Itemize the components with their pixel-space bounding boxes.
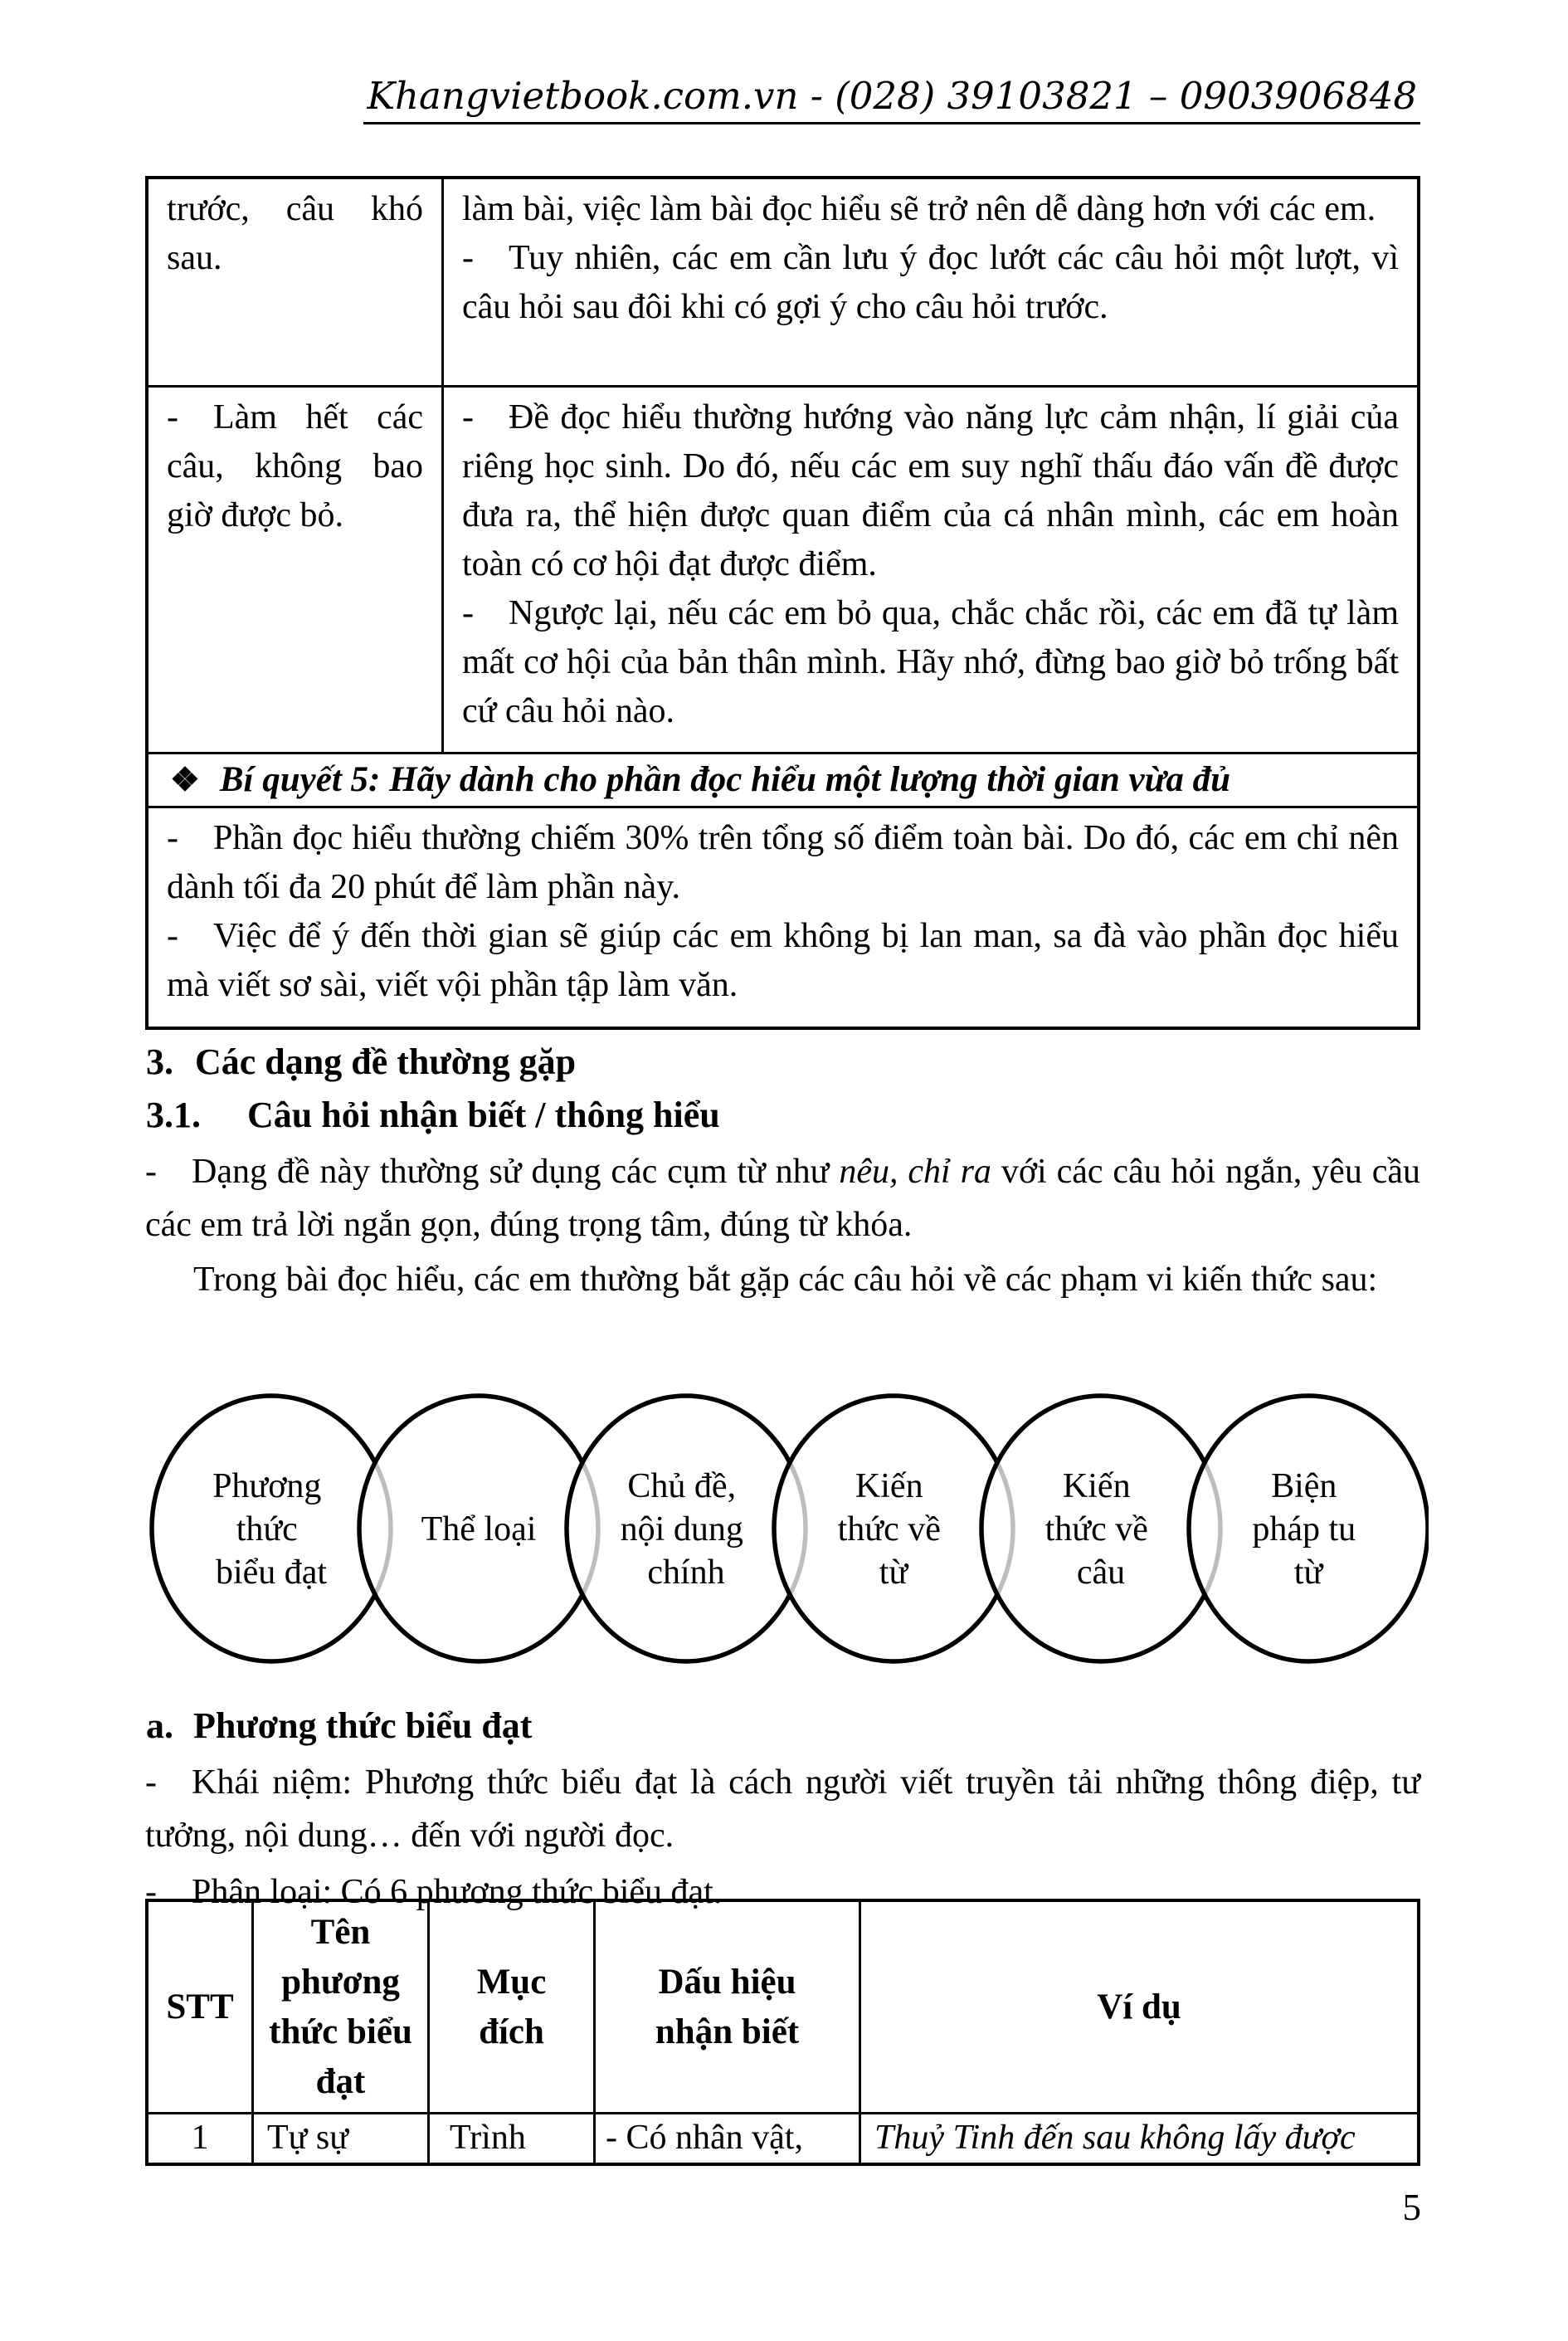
cell-text: - Đề đọc hiểu thường hướng vào năng lực cảm nhận, lí giải của riêng học sinh. Do đó, nếu các em suy nghĩ thấu đáo vấn đề được đưa ra, thể hiện được quan điểm của cá nhân mình, các em hoàn toàn có cơ hội đạt được điểm. [462, 398, 1399, 583]
venn-label: Thể loại [421, 1510, 537, 1548]
tips-cell-right [444, 179, 1417, 385]
tips-cell-left [149, 388, 444, 752]
heading-number: 3.1. [146, 1095, 201, 1135]
cell-text: - Tuy nhiên, các em cần lưu ý đọc lướt các câu hỏi một lượt, vì câu hỏi sau đôi khi có gợi ý cho câu hỏi trước. [462, 239, 1399, 326]
table-row [149, 179, 1417, 388]
section-heading-3 [146, 1039, 576, 1085]
column-header-muc: Mục đích [430, 1902, 596, 2112]
cell-muc: Trình [430, 2114, 596, 2163]
tips-cell-right [444, 388, 1417, 752]
cell-text: - Việc để ý đến thời gian sẽ giúp các em không bị lan man, sa đà vào phần đọc hiểu mà viết sơ sài, viết vội phần tập làm văn. [167, 917, 1399, 1004]
italic-keywords: nêu, chỉ ra [839, 1153, 991, 1191]
publisher-header: Khangvietbook.com.vn - (028) 39103821 – 0903906848 [363, 75, 1420, 124]
cell-text: - Phần đọc hiểu thường chiếm 30% trên tổng số điểm toàn bài. Do đó, các em chỉ nên dành tối đa 20 phút để làm phần này. [167, 819, 1399, 906]
expression-methods-table [145, 1899, 1420, 2166]
column-header-dau: Dấu hiệu nhận biết [596, 1902, 861, 2112]
table-row-secret5 [149, 754, 1417, 808]
cell-dau: - Có nhân vật, [596, 2114, 861, 2163]
heading-label: Phương thức biểu đạt [193, 1705, 533, 1746]
diamond-bullet-icon: ❖ [170, 761, 200, 798]
cell-vidu: Thuỷ Tinh đến sau không lấy được [874, 2119, 1356, 2157]
paragraph-definition: - Khái niệm: Phương thức biểu đạt là cách người viết truyền tải những thông điệp, tư tưởng, nội dung… đến với người đọc. [145, 1763, 1420, 1855]
cell-text: - Làm hết các câu, không bao giờ được bỏ. [167, 398, 423, 534]
tips-cell-full [149, 808, 1417, 1027]
heading-label: Các dạng đề thường gặp [195, 1041, 577, 1082]
cell-ten: Tự sự [254, 2114, 430, 2163]
table-row [149, 808, 1417, 1027]
tips-cell-left [149, 179, 444, 385]
paragraph-classification: - Phân loại: Có 6 phương thức biểu đạt. [145, 1873, 723, 1911]
heading-label: Câu hỏi nhận biết / thông hiểu [247, 1095, 720, 1135]
tips-table [145, 176, 1420, 1030]
section-heading-3-1 [146, 1092, 720, 1139]
table-row [149, 388, 1417, 754]
venn-label: Kiến thức về câu [1045, 1467, 1148, 1592]
paragraph-question-type [145, 1145, 1420, 1251]
venn-label: Biện pháp tu từ [1252, 1467, 1356, 1592]
section-heading-a [146, 1703, 532, 1749]
column-header-ten: Tên phương thức biểu đạt [254, 1902, 430, 2112]
secret5-title [149, 754, 1417, 806]
heading-number: 3. [146, 1041, 173, 1082]
cell-text: trước, câu khó sau. [167, 190, 423, 277]
secret5-text: Bí quyết 5: Hãy dành cho phần đọc hiểu một lượng thời gian vừa đủ [219, 760, 1231, 799]
knowledge-areas-venn-diagram [143, 1383, 1429, 1675]
cell-text: - Ngược lại, nếu các em bỏ qua, chắc chắc rồi, các em đã tự làm mất cơ hội của bản thân mình. Hãy nhớ, đừng bao giờ bỏ trống bất cứ câu hỏi nào. [462, 594, 1399, 730]
paragraph-text: với các câu hỏi ngắn, yêu cầu các em trả lời ngắn gọn, đúng trọng tâm, đúng từ khóa. [145, 1153, 1421, 1244]
venn-label: Phương thức biểu đạt [212, 1467, 328, 1592]
page-number: 5 [1402, 2187, 1421, 2228]
paragraph-text: - Dạng đề này thường sử dụng các cụm từ như [145, 1153, 840, 1191]
table-header-row [149, 1902, 1417, 2114]
cell-stt: 1 [149, 2114, 254, 2163]
venn-label: Chủ đề, nội dung chính [620, 1467, 743, 1592]
venn-label: Kiến thức về từ [837, 1467, 941, 1592]
cell-text: làm bài, việc làm bài đọc hiểu sẽ trở nên dễ dàng hơn với các em. [462, 190, 1376, 228]
column-header-stt: STT [149, 1902, 254, 2112]
table-row [149, 2114, 1417, 2163]
paragraph-intro-diagram: Trong bài đọc hiểu, các em thường bắt gặp các câu hỏi về các phạm vi kiến thức sau: [193, 1261, 1378, 1299]
column-header-vidu: Ví dụ [1097, 1987, 1181, 2026]
heading-number: a. [146, 1705, 173, 1746]
